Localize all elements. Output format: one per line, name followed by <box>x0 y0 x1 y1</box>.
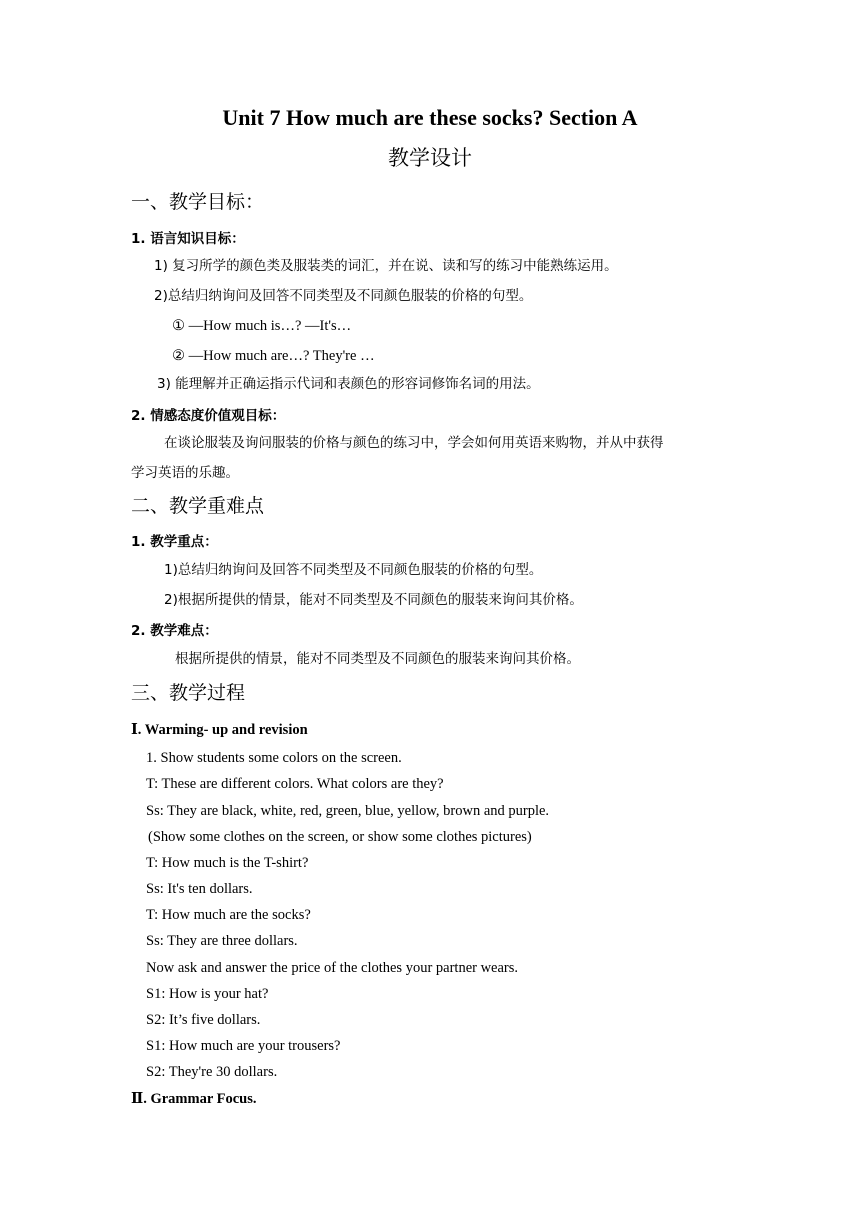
dialogue-line: S2: It’s five dollars. <box>146 1012 261 1028</box>
dialogue-line: S2: They're 30 dollars. <box>146 1064 278 1080</box>
dialogue-line: Ss: They are black, white, red, green, blue, yellow, brown and purple. <box>146 803 550 819</box>
document-subtitle: 教学设计 <box>388 146 472 170</box>
sentence-pattern: ① —How much is…? —It's… <box>172 318 352 334</box>
section-heading-process: 三、教学过程 <box>131 682 246 704</box>
dialogue-line: (Show some clothes on the screen, or show some clothes pictures) <box>148 829 532 845</box>
subheading-difficulties: 2. 教学难点： <box>131 623 218 639</box>
dialogue-line: Now ask and answer the price of the clothes your partner wears. <box>146 960 519 976</box>
section-heading-key-points: 二、教学重难点 <box>131 495 265 517</box>
dialogue-line: T: These are different colors. What colors are they? <box>146 776 444 792</box>
subheading-emotional-goals: 2. 情感态度价值观目标： <box>131 408 286 424</box>
section-heading-objectives: 一、教学目标： <box>131 191 265 213</box>
paragraph-line: 学习英语的乐趣。 <box>131 465 239 481</box>
list-item: 1)总结归纳询问及回答不同类型及不同颜色服装的价格的句型。 <box>164 562 543 578</box>
list-item: 1) 复习所学的颜色类及服装类的词汇，并在说、读和写的练习中能熟练运用。 <box>154 258 618 274</box>
subheading-language-knowledge: 1. 语言知识目标： <box>131 231 245 247</box>
dialogue-line: T: How much is the T-shirt? <box>146 855 309 871</box>
list-item: 2)总结归纳询问及回答不同类型及不同颜色服装的价格的句型。 <box>154 288 533 304</box>
subheading-key-points: 1. 教学重点： <box>131 534 218 550</box>
list-item: 2)根据所提供的情景，能对不同类型及不同颜色的服装来询问其价格。 <box>164 592 583 608</box>
dialogue-line: 1. Show students some colors on the screen. <box>146 750 402 766</box>
dialogue-line: Ss: It's ten dollars. <box>146 881 253 897</box>
dialogue-line: Ss: They are three dollars. <box>146 933 298 949</box>
list-item: 3) 能理解并正确运指示代词和表颜色的形容词修饰名词的用法。 <box>157 376 540 392</box>
part-title-warming-up: Ⅰ. Warming- up and revision <box>131 722 308 738</box>
list-item: 根据所提供的情景，能对不同类型及不同颜色的服装来询问其价格。 <box>175 651 580 667</box>
dialogue-line: T: How much are the socks? <box>146 907 311 923</box>
document-title: Unit 7 How much are these socks? Section A <box>222 105 638 130</box>
sentence-pattern: ② —How much are…? They're … <box>172 348 375 364</box>
dialogue-line: S1: How much are your trousers? <box>146 1038 341 1054</box>
part-title-grammar-focus: Ⅱ. Grammar Focus. <box>131 1091 257 1107</box>
paragraph-line: 在谈论服装及询问服装的价格与颜色的练习中，学会如何用英语来购物，并从中获得 <box>164 435 664 451</box>
dialogue-line: S1: How is your hat? <box>146 986 269 1002</box>
